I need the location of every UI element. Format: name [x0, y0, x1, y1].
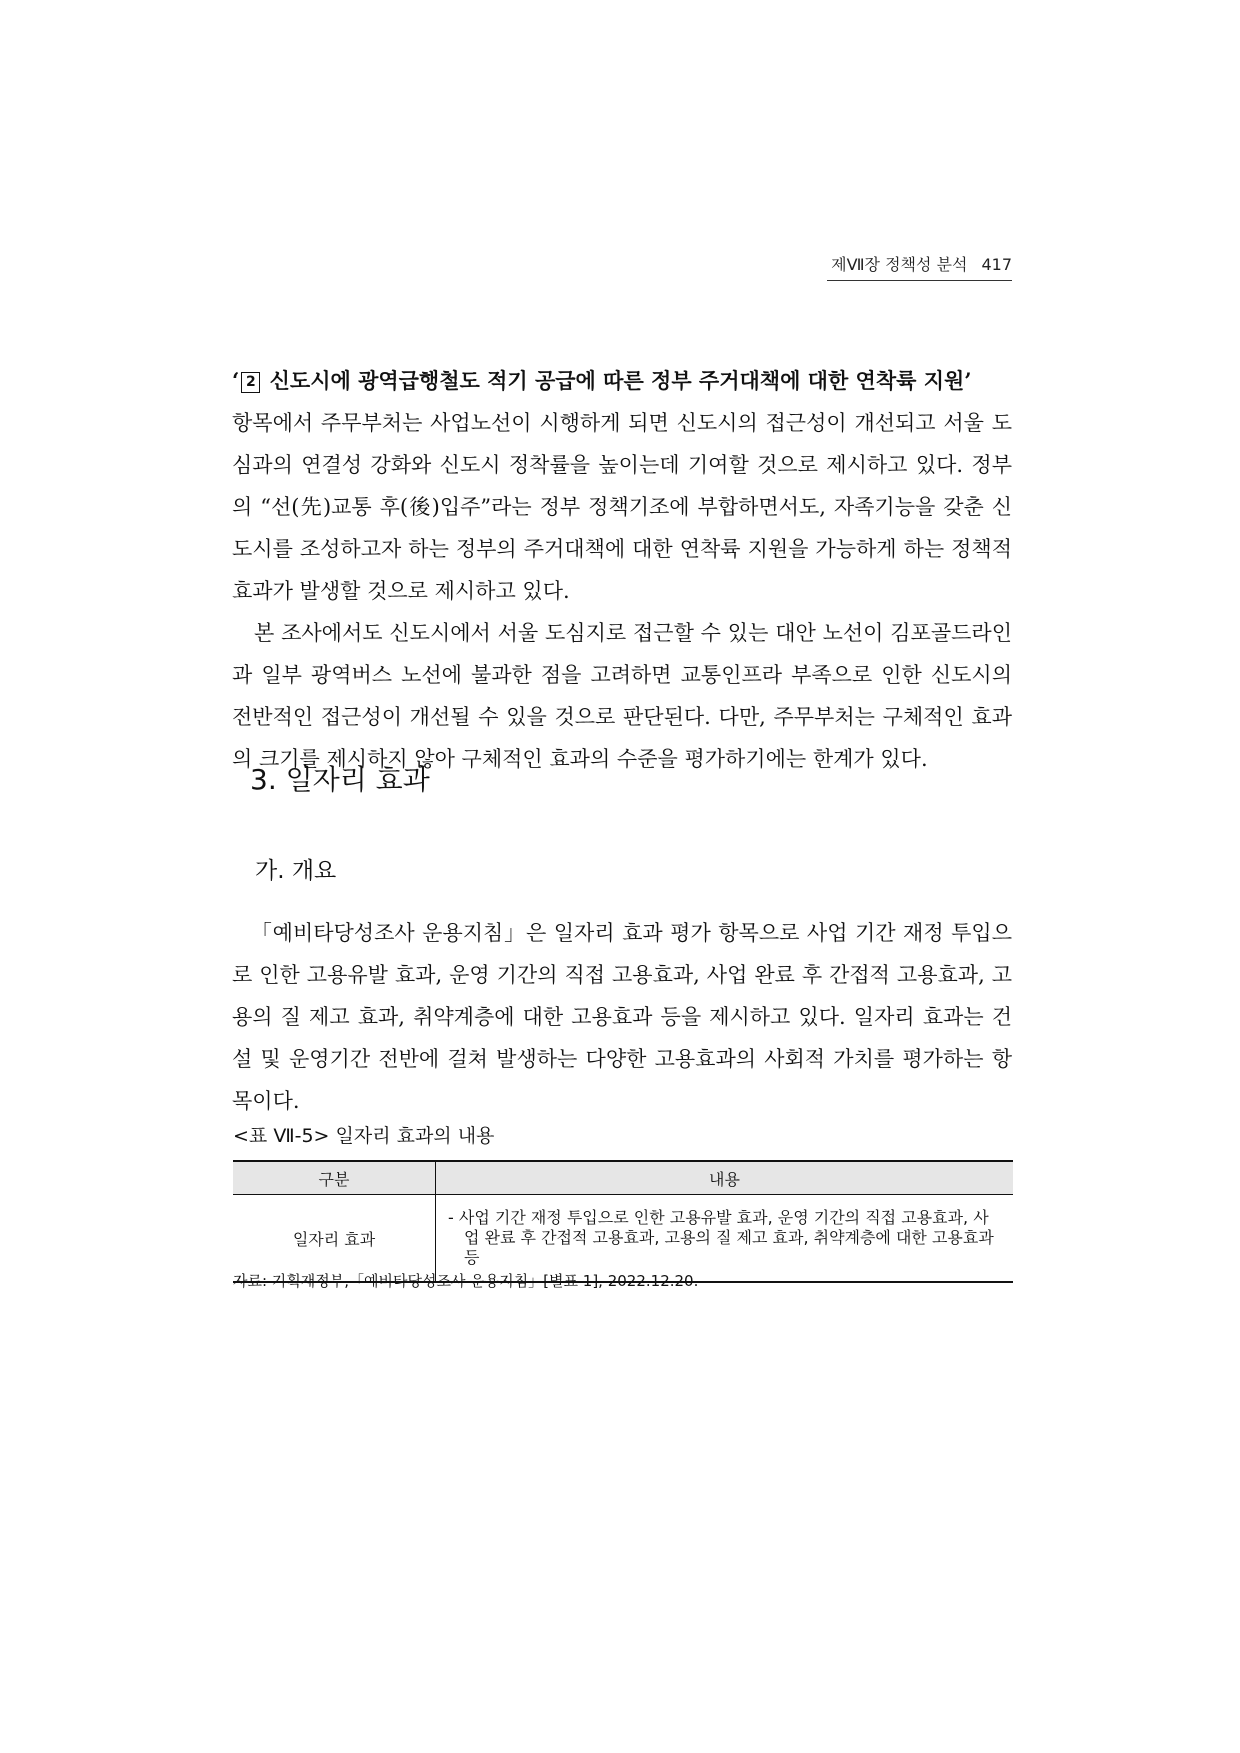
overview-paragraph: 「예비타당성조사 운용지침」은 일자리 효과 평가 항목으로 사업 기간 재정 투입으로 인한 고용유발 효과, 운영 기간의 직접 고용효과, 사업 완료 후 간접적 고용효과, 고용의 질 제고 효과, 취약계층에 대한 고용효과 등을 제시하고 있다. 일자리 효과는 건설 및 운영기간 전반에 걸쳐 발생하는 다양한 고용효과의 사회적 가치를 평가하는 항목이다.: [232, 921, 1012, 1113]
chapter-title: 제Ⅶ장 정책성 분석: [831, 255, 968, 274]
row-label: 일자리 효과: [233, 1195, 436, 1283]
overview-section: [232, 912, 1012, 1122]
table-header-row: [233, 1161, 1013, 1195]
row-content: - 사업 기간 재정 투입으로 인한 고용유발 효과, 운영 기간의 직접 고용효과, 사업 완료 후 간접적 고용효과, 고용의 질 제고 효과, 취약계층에 대한 고용효과 등: [436, 1195, 1014, 1283]
paragraph-1: 항목에서 주무부처는 사업노선이 시행하게 되면 신도시의 접근성이 개선되고 서울 도심과의 연결성 강화와 신도시 정착률을 높이는데 기여할 것으로 제시하고 있다. 정부의 “선(先)교통 후(後)입주”라는 정부 정책기조에 부합하면서도, 자족기능을 갖춘 신도시를 조성하고자 하는 정부의 주거대책에 대한 연착륙 지원을 가능하게 하는 정책적 효과가 발생할 것으로 제시하고 있다.: [232, 411, 1012, 603]
running-header: [232, 252, 1012, 275]
subsection-title: 가. 개요: [255, 858, 337, 884]
item-heading: ‘ 2 신도시에 광역급행철도 적기 공급에 따른 정부 주거대책에 대한 연착륙 지원’: [232, 368, 972, 393]
section-title: 3. 일자리 효과: [250, 763, 430, 796]
paragraph-2: 본 조사에서도 신도시에서 서울 도심지로 접근할 수 있는 대안 노선이 김포골드라인과 일부 광역버스 노선에 불과한 점을 고려하면 교통인프라 부족으로 인한 신도시의 전반적인 접근성이 개선될 수 있을 것으로 판단된다. 다만, 주무부처는 구체적인 효과의 크기를 제시하지 않아 구체적인 효과의 수준을 평가하기에는 한계가 있다.: [232, 621, 1012, 771]
section-policy-effect: [232, 360, 1012, 780]
header-category: 구분: [233, 1161, 436, 1195]
table-caption: <표 Ⅶ-5> 일자리 효과의 내용: [233, 1125, 495, 1147]
table-row: [233, 1195, 1013, 1283]
employment-effect-table: [233, 1160, 1013, 1283]
page-number: 417: [981, 255, 1012, 274]
table-source: 자료: 기획재정부,「예비타당성조사 운용지침」[별표 1], 2022.12.20.: [233, 1272, 699, 1290]
header-content: 내용: [436, 1161, 1014, 1195]
header-rule: [827, 280, 1012, 281]
boxed-number: 2: [241, 372, 260, 393]
